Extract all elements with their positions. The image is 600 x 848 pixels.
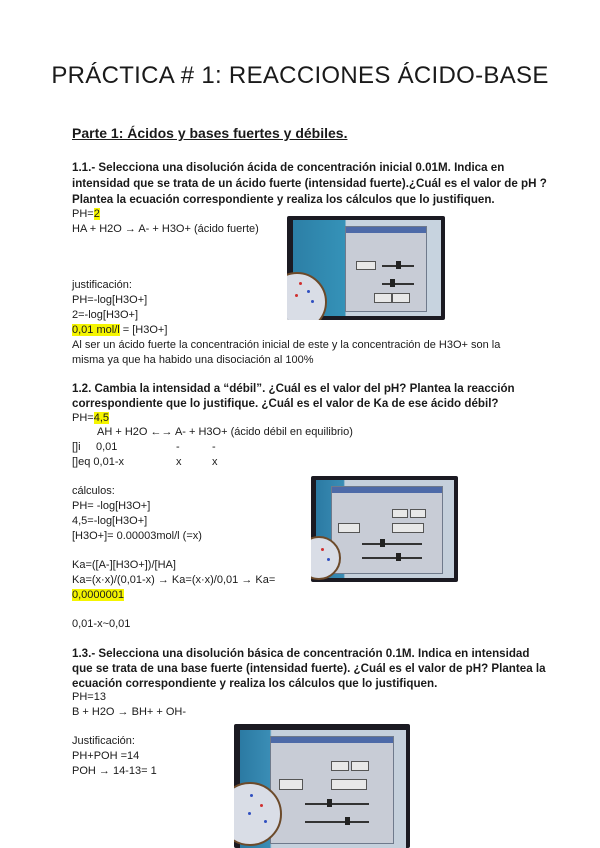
simulation-screenshot-3 xyxy=(234,724,410,848)
q1-explain-line2: misma ya que ha habido una disociación al 100% xyxy=(72,354,314,366)
simulation-screenshot-2 xyxy=(311,476,458,582)
q3-prompt-line2: que se trata de una base fuerte (intensidad fuerte). ¿Cuál es el valor de pH? Plantea la xyxy=(72,662,546,675)
q2-row-i-val1: 0,01 xyxy=(96,441,118,453)
q2-row-eq-val2: x xyxy=(176,456,182,468)
q1-result-value: 0,01 mol/l xyxy=(72,324,120,336)
page-title: PRÁCTICA # 1: REACCIONES ÁCIDO-BASE xyxy=(51,62,549,89)
q2-calc-label: cálculos: xyxy=(72,485,115,497)
q3-reaction: B + H2O → BH+ + OH- xyxy=(72,706,187,718)
q2-row-i-label: []i xyxy=(72,441,81,453)
q2-ka-value-line xyxy=(72,588,124,603)
q3-justification-label: Justificación: xyxy=(72,735,135,747)
q2-prompt-line2: correspondiente que lo justifique. ¿Cuál es el valor de Ka de ese ácido débil? xyxy=(72,397,499,410)
q1-ph-answer xyxy=(72,207,100,222)
q2-ph-answer xyxy=(72,411,109,426)
q3-calc2: POH → 14-13= 1 xyxy=(72,765,157,777)
q1-result-rest: = [H3O+] xyxy=(119,324,168,336)
q2-reaction: AH + H2O ←→ A- + H3O+ (ácido débil en equilibrio) xyxy=(97,426,353,438)
q2-ka-formula: Ka=([A-][H3O+])/[HA] xyxy=(72,559,176,571)
q1-result xyxy=(72,323,167,338)
q3-prompt-line3: ecuación correspondiente y realiza los cálculos que lo justifiquen. xyxy=(72,677,438,690)
q2-calc3: [H3O+]= 0.00003mol/l (=x) xyxy=(72,530,202,542)
simulation-screenshot-1 xyxy=(287,216,445,320)
q1-ph-label: PH= xyxy=(72,208,94,220)
q2-approximation: 0,01-x~0,01 xyxy=(72,618,131,630)
q2-prompt-line1: 1.2. Cambia la intensidad a “débil”. ¿Cuál es el valor del pH? Plantea la reacción xyxy=(72,382,515,395)
q1-prompt-line2: intensidad que se trata de un ácido fuerte (intensidad fuerte).¿Cuál es el valor de pH ? xyxy=(72,177,547,190)
q2-row-eq-label: []eq 0,01-x xyxy=(72,456,124,468)
q3-prompt-line1: 1.3.- Selecciona una disolución básica de concentración 0.1M. Indica en intensidad xyxy=(72,647,530,660)
q3-ph-line: PH=13 xyxy=(72,691,106,703)
q1-reaction: HA + H2O → A- + H3O+ (ácido fuerte) xyxy=(72,223,259,235)
q3-calc1: PH+POH =14 xyxy=(72,750,140,762)
q1-justification-label: justificación: xyxy=(72,279,132,291)
q2-ka-value: 0,0000001 xyxy=(72,589,124,601)
q1-explain-line1: Al ser un ácido fuerte la concentración inicial de este y la concentración de H3O+ son la xyxy=(72,339,501,351)
q1-prompt-line3: Plantea la ecuación correspondiente y realiza los cálculos que lo justifiquen. xyxy=(72,193,495,206)
q2-row-i-val3: - xyxy=(212,441,216,453)
q2-ka-derivation: Ka=(x·x)/(0,01-x) → Ka=(x·x)/0,01 → Ka= xyxy=(72,574,276,586)
part1-heading: Parte 1: Ácidos y bases fuertes y débiles. xyxy=(72,125,348,141)
q1-ph-value: 2 xyxy=(93,208,100,220)
q2-row-i-val2: - xyxy=(176,441,180,453)
q1-calc2: 2=-log[H3O+] xyxy=(72,309,139,321)
q2-ph-value: 4,5 xyxy=(93,412,110,424)
q2-ph-label: PH= xyxy=(72,412,94,424)
q1-prompt-line1: 1.1.- Selecciona una disolución ácida de concentración inicial 0.01M. Indica en xyxy=(72,161,505,174)
q2-row-eq-val3: x xyxy=(212,456,218,468)
q1-calc1: PH=-log[H3O+] xyxy=(72,294,148,306)
q2-calc1: PH= -log[H3O+] xyxy=(72,500,151,512)
q2-calc2: 4,5=-log[H3O+] xyxy=(72,515,148,527)
